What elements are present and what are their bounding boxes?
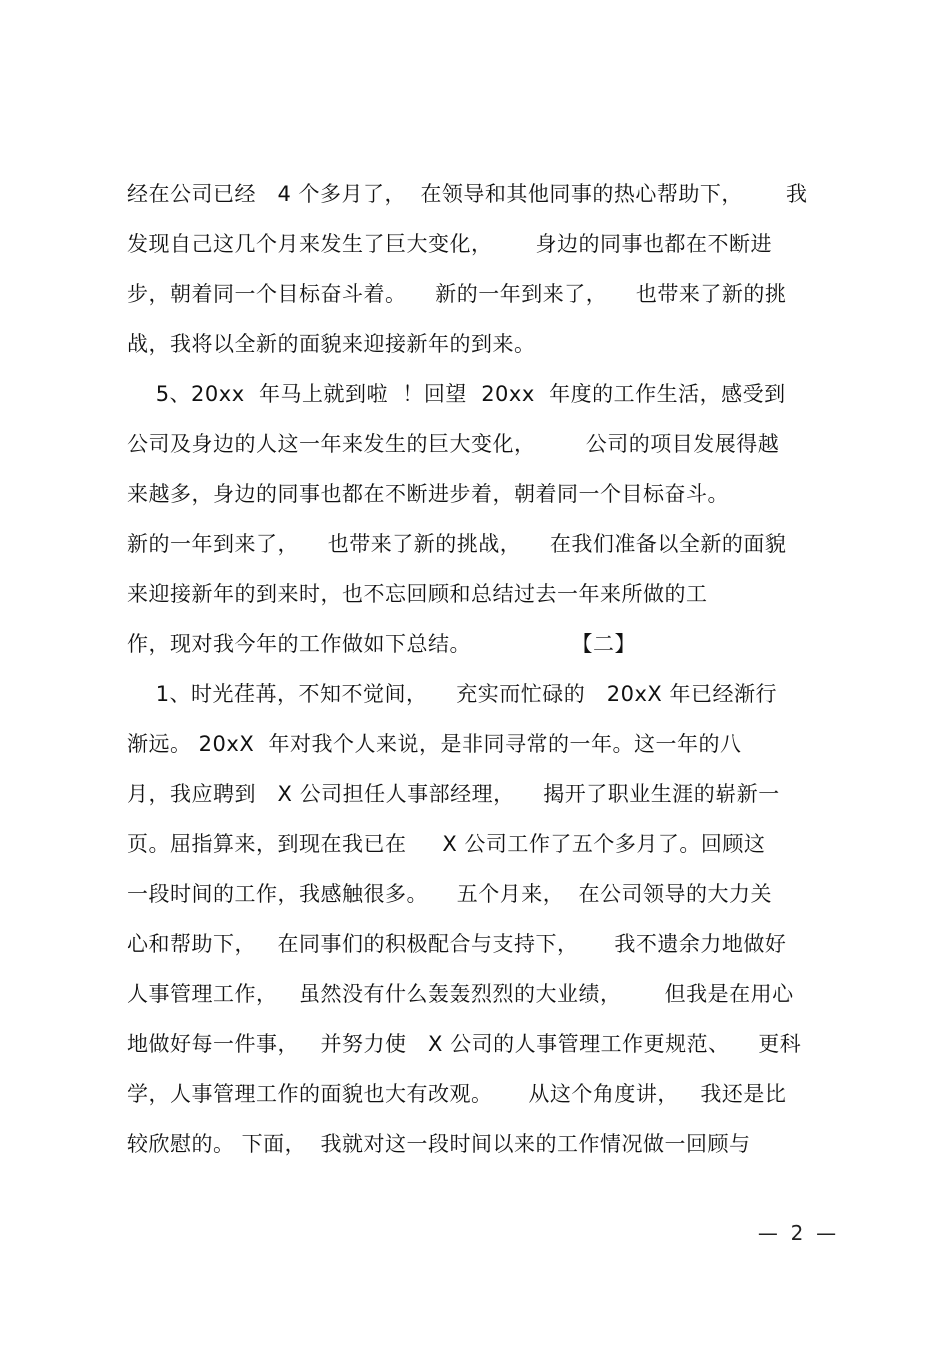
text-line-4: 战，我将以全新的面貌来迎接新年的到来。 xyxy=(127,332,536,356)
text-line-5: 5、20xx 年马上就到啦 ！回望 20xx 年度的工作生活，感受到 xyxy=(127,382,786,406)
text-line-6: 公司及身边的人这一年来发生的巨大变化， 公司的项目发展得越 xyxy=(127,432,780,456)
text-line-8: 新的一年到来了， 也带来了新的挑战， 在我们准备以全新的面貌 xyxy=(127,532,787,556)
text-line-13: 月，我应聘到 X 公司担任人事部经理， 揭开了职业生涯的崭新一 xyxy=(127,782,780,806)
text-line-2: 发现自己这几个月来发生了巨大变化， 身边的同事也都在不断进 xyxy=(127,232,773,256)
text-line-7: 来越多，身边的同事也都在不断进步着，朝着同一个目标奋斗。 xyxy=(127,482,729,506)
text-line-15: 一段时间的工作，我感触很多。 五个月来， 在公司领导的大力关 xyxy=(127,882,773,906)
text-line-3: 步，朝着同一个目标奋斗着。 新的一年到来了， 也带来了新的挑 xyxy=(127,282,787,306)
text-line-12: 渐远。 20xX 年对我个人来说，是非同寻常的一年。这一年的八 xyxy=(127,732,742,756)
text-line-19: 学，人事管理工作的面貌也大有改观。 从这个角度讲， 我还是比 xyxy=(127,1082,787,1106)
text-line-16: 心和帮助下， 在同事们的积极配合与支持下， 我不遗余力地做好 xyxy=(127,932,787,956)
text-line-1: 经在公司已经 4 个多月了， 在领导和其他同事的热心帮助下， 我 xyxy=(127,182,808,206)
text-line-18: 地做好每一件事， 并努力使 X 公司的人事管理工作更规范、 更科 xyxy=(127,1032,802,1056)
page-number: — 2 — xyxy=(757,1221,837,1245)
text-line-20: 较欣慰的。 下面， 我就对这一段时间以来的工作情况做一回顾与 xyxy=(127,1132,751,1156)
text-line-14: 页。屈指算来，到现在我已在 X 公司工作了五个多月了。回顾这 xyxy=(127,832,766,856)
text-line-17: 人事管理工作， 虽然没有什么轰轰烈烈的大业绩， 但我是在用心 xyxy=(127,982,794,1006)
text-line-9: 来迎接新年的到来时，也不忘回顾和总结过去一年来所做的工 xyxy=(127,582,708,606)
text-line-10: 作，现对我今年的工作做如下总结。 【二】 xyxy=(127,632,636,656)
text-line-11: 1、时光荏苒，不知不觉间， 充实而忙碌的 20xX 年已经渐行 xyxy=(127,682,777,706)
